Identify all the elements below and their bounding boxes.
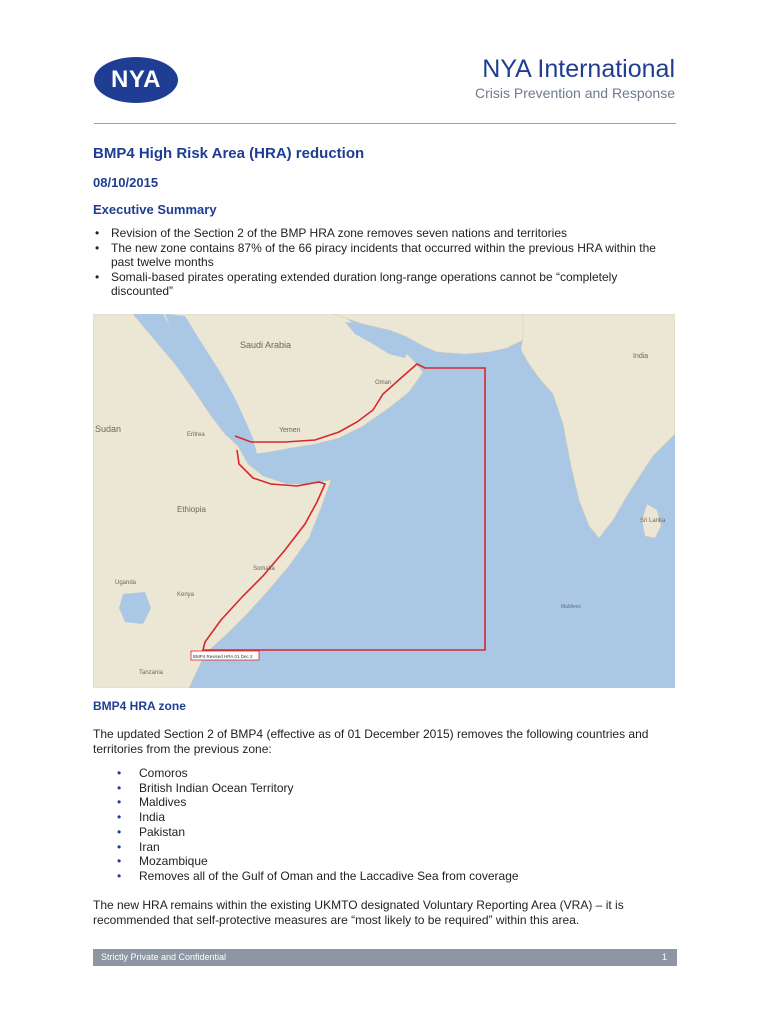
bullet-marker: • xyxy=(117,810,122,825)
removed-country-text: Removes all of the Gulf of Oman and the Laccadive Sea from coverage xyxy=(139,868,519,883)
header-divider xyxy=(94,123,676,124)
bullet-marker: • xyxy=(117,839,122,854)
map-label-maldives: Maldives xyxy=(561,604,581,610)
removed-country-item xyxy=(117,854,519,869)
bullet-marker: • xyxy=(117,795,122,810)
bullet-marker: • xyxy=(117,868,122,883)
executive-summary-heading: Executive Summary xyxy=(93,202,217,217)
bullet-marker: • xyxy=(117,780,122,795)
map-label-tanzania: Tanzania xyxy=(139,670,164,676)
map-label-uganda: Uganda xyxy=(115,580,137,586)
removed-country-item xyxy=(117,810,519,825)
document-date: 08/10/2015 xyxy=(93,175,159,190)
removed-country-item xyxy=(117,825,519,840)
map-label-yemen: Yemen xyxy=(279,427,301,434)
confidential-notice: Strictly Private and Confidential xyxy=(101,952,227,962)
summary-bullet-list xyxy=(93,226,678,299)
brand-tagline: Crisis Prevention and Response xyxy=(475,85,675,101)
removed-country-item xyxy=(117,781,519,796)
map-label-sri-lanka: Sri Lanka xyxy=(640,518,666,524)
hra-map xyxy=(93,314,675,688)
removed-country-text: British Indian Ocean Territory xyxy=(139,780,294,795)
map-label-saudi-arabia: Saudi Arabia xyxy=(240,340,292,350)
hra-zone-heading: BMP4 HRA zone xyxy=(93,699,186,713)
bullet-marker: • xyxy=(117,766,122,780)
bullet-marker: • xyxy=(95,226,100,240)
removed-country-text: Iran xyxy=(139,839,160,854)
summary-bullet-text: Somali-based pirates operating extended duration long-range operations cannot be “completely discounted” xyxy=(111,269,618,299)
removed-country-text: Mozambique xyxy=(139,854,208,869)
removed-country-item xyxy=(117,869,519,884)
map-label-kenya: Kenya xyxy=(177,592,195,598)
summary-bullet xyxy=(93,270,678,299)
bullet-marker: • xyxy=(95,240,100,255)
map-label-somalia: Somalia xyxy=(253,566,275,572)
brand-name: NYA International xyxy=(482,55,675,83)
nya-logo: NYA xyxy=(94,57,178,103)
map-label-ethiopia: Ethiopia xyxy=(177,505,206,514)
removed-country-text: Maldives xyxy=(139,795,187,810)
hra-label-text: BMP4 Revised HRA 01 Dec 2 xyxy=(193,654,253,659)
summary-bullet xyxy=(93,241,678,270)
map-label-india: India xyxy=(633,353,649,360)
page-footer xyxy=(93,949,677,966)
removed-countries-list xyxy=(117,766,519,884)
summary-bullet-text: The new zone contains 87% of the 66 piracy incidents that occurred within the previous HRA within the past twelve months xyxy=(111,240,656,270)
document-title: BMP4 High Risk Area (HRA) reduction xyxy=(93,145,365,162)
map-label-oman: Oman xyxy=(375,380,392,386)
bullet-marker: • xyxy=(117,854,122,869)
summary-bullet xyxy=(93,226,678,241)
map-label-sudan: Sudan xyxy=(95,424,122,434)
summary-bullet-text: Revision of the Section 2 of the BMP HRA zone removes seven nations and territories xyxy=(111,226,568,240)
closing-paragraph: The new HRA remains within the existing UKMTO designated Voluntary Reporting Area (VRA) – it is recommended that self-protective measures are “most likely to be required” within this area. xyxy=(93,898,624,927)
brand-block xyxy=(475,55,675,102)
removed-country-text: India xyxy=(139,810,166,825)
removed-country-text: Comoros xyxy=(139,766,188,780)
removed-country-item xyxy=(117,840,519,855)
zone-intro-paragraph: The updated Section 2 of BMP4 (effective as of 01 December 2015) removes the following countries and territories from the previous zone: xyxy=(93,727,649,756)
removed-country-item xyxy=(117,795,519,810)
removed-country-item xyxy=(117,766,519,781)
removed-country-text: Pakistan xyxy=(139,824,186,839)
bullet-marker: • xyxy=(117,824,122,839)
page-number: 1 xyxy=(661,952,667,962)
map-label-eritrea: Eritrea xyxy=(187,432,205,438)
bullet-marker: • xyxy=(95,269,100,284)
